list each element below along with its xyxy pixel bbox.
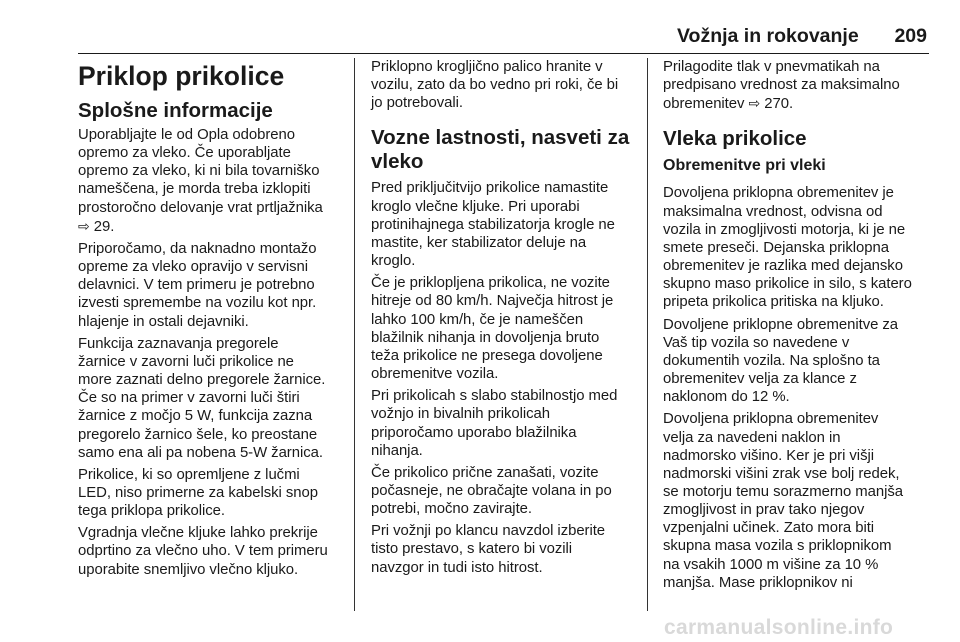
chapter-title: Vožnja in rokovanje: [677, 25, 859, 47]
paragraph: Pri prikolicah s slabo stabilnostjo med vožnjo in bivalnih prikolicah priporočamo uporabo blažilnika nihanja.: [371, 388, 618, 459]
column-right: [663, 58, 933, 596]
page-header: [78, 20, 929, 54]
paragraph: Priporočamo, da naknadno montažo opreme za vleko opravijo v servisni delavnici. V tem primeru je potrebno izvesti spremembe na vozilu kot npr. hlajenje in ostali dejavniki.: [78, 240, 317, 330]
page-reference-link[interactable]: 270.: [764, 96, 794, 113]
paragraph: Pred priključitvijo prikolice namastite kroglo vlečne kljuke. Pri uporabi protinihajnega stabilizatorja krogle ne mastite, ker stabilizator deluje na kroglo.: [371, 180, 615, 270]
page-reference-arrow-icon: ⇨: [748, 95, 761, 112]
paragraph: [663, 58, 933, 113]
paragraph: Vgradnja vlečne kljuke lahko prekrije odprtino za vlečno uho. V tem primeru uporabite snemljivo vlečno kljuko.: [78, 525, 328, 578]
subsection-heading: Splošne informacije: [78, 99, 273, 122]
paragraph: Pri vožnji po klancu navzdol izberite tisto prestavo, s katero bi vozili navzgor in tudi isto hitrost.: [371, 523, 606, 576]
paragraph: Funkcija zaznavanja pregorele žarnice v zavorni luči prikolice ne more zaznati delno pregorele žarnice. Če so na primer v zavorni luči štiri žarnice z močjo 5 W, funkcija zazna pregorelo žarnico šele, ko preostane samo ena ali pa nobena 5-W žarnica.: [78, 335, 326, 461]
column-middle: [371, 58, 636, 581]
section-heading: Priklop prikolice: [78, 61, 285, 91]
subsection-heading: Obremenitve pri vleki: [663, 157, 826, 175]
paragraph: Dovoljene priklopne obremenitve za Vaš tip vozila so navedene v dokumentih vozila. Na splošno ta obremenitev velja za klance z naklonom do 12 %.: [663, 316, 899, 406]
paragraph-text: Uporabljajte le od Opla odobreno opremo za vleko. Če uporabljate opremo za vleko, ki ni bila tovarniško nameščena, je morda treba izklopiti prostoročno delovanje vrat prtljažnika: [78, 127, 323, 216]
watermark: [664, 615, 954, 641]
section-heading: Vozne lastnosti, nasveti za vleko: [371, 126, 630, 174]
section-heading: Vleka prikolice: [663, 127, 807, 151]
paragraph: [78, 126, 350, 236]
watermark-text: carmanualsonline.info: [664, 616, 894, 639]
paragraph: Dovoljena priklopna obremenitev je maksimalna vrednost, odvisna od vozila in zmogljivosti motorja, ki je ne smete preseči. Dejanska priklopna obremenitev je razlika med dejansko skupno maso prikolice in silo, s katero pripeta prikolica pritiska na kljuko.: [663, 185, 912, 311]
paragraph: Prikolice, ki so opremljene z lučmi LED, niso primerne za kabelski snop tega priklopa prikolice.: [78, 466, 318, 520]
paragraph: Priklopno krogljično palico hranite v vozilu, zato da bo vedno pri roki, če bi jo potrebovali.: [371, 59, 619, 112]
column-divider: [647, 58, 648, 611]
column-divider: [354, 58, 355, 611]
paragraph: Dovoljena priklopna obremenitev velja za navedeni naklon in nadmorsko višino. Ker je pri višji nadmorski višini zrak vse bolj redek, se motorju temu sorazmerno manjša zmogljivost in prav tako njegov vzpenjalni učinek. Zato mora biti skupna masa vozila s priklopnikom na vsakih 1000 m višine za 10 % manjša. Mase priklopnikov ni: [663, 411, 904, 591]
paragraph-text: Prilagodite tlak v pnevmatikah na predpisano vrednost za maksimalno obremenitev: [663, 59, 900, 113]
paragraph: Če prikolico prične zanašati, vozite počasneje, ne obračajte volana in po potrebi, močno zavirajte.: [371, 464, 612, 518]
paragraph: Če je priklopljena prikolica, ne vozite hitreje od 80 km/h. Največja hitrost je lahko 100 km/h, če je nameščen blažilnik nihanja in dovoljenja bruto teža prikolice ne presega dovoljene obremenitve vozila.: [371, 275, 614, 383]
page-reference-arrow-icon: ⇨: [78, 217, 90, 234]
column-left: [78, 58, 350, 583]
page-reference-link[interactable]: 29.: [93, 218, 115, 235]
page-number: 209: [894, 25, 927, 47]
